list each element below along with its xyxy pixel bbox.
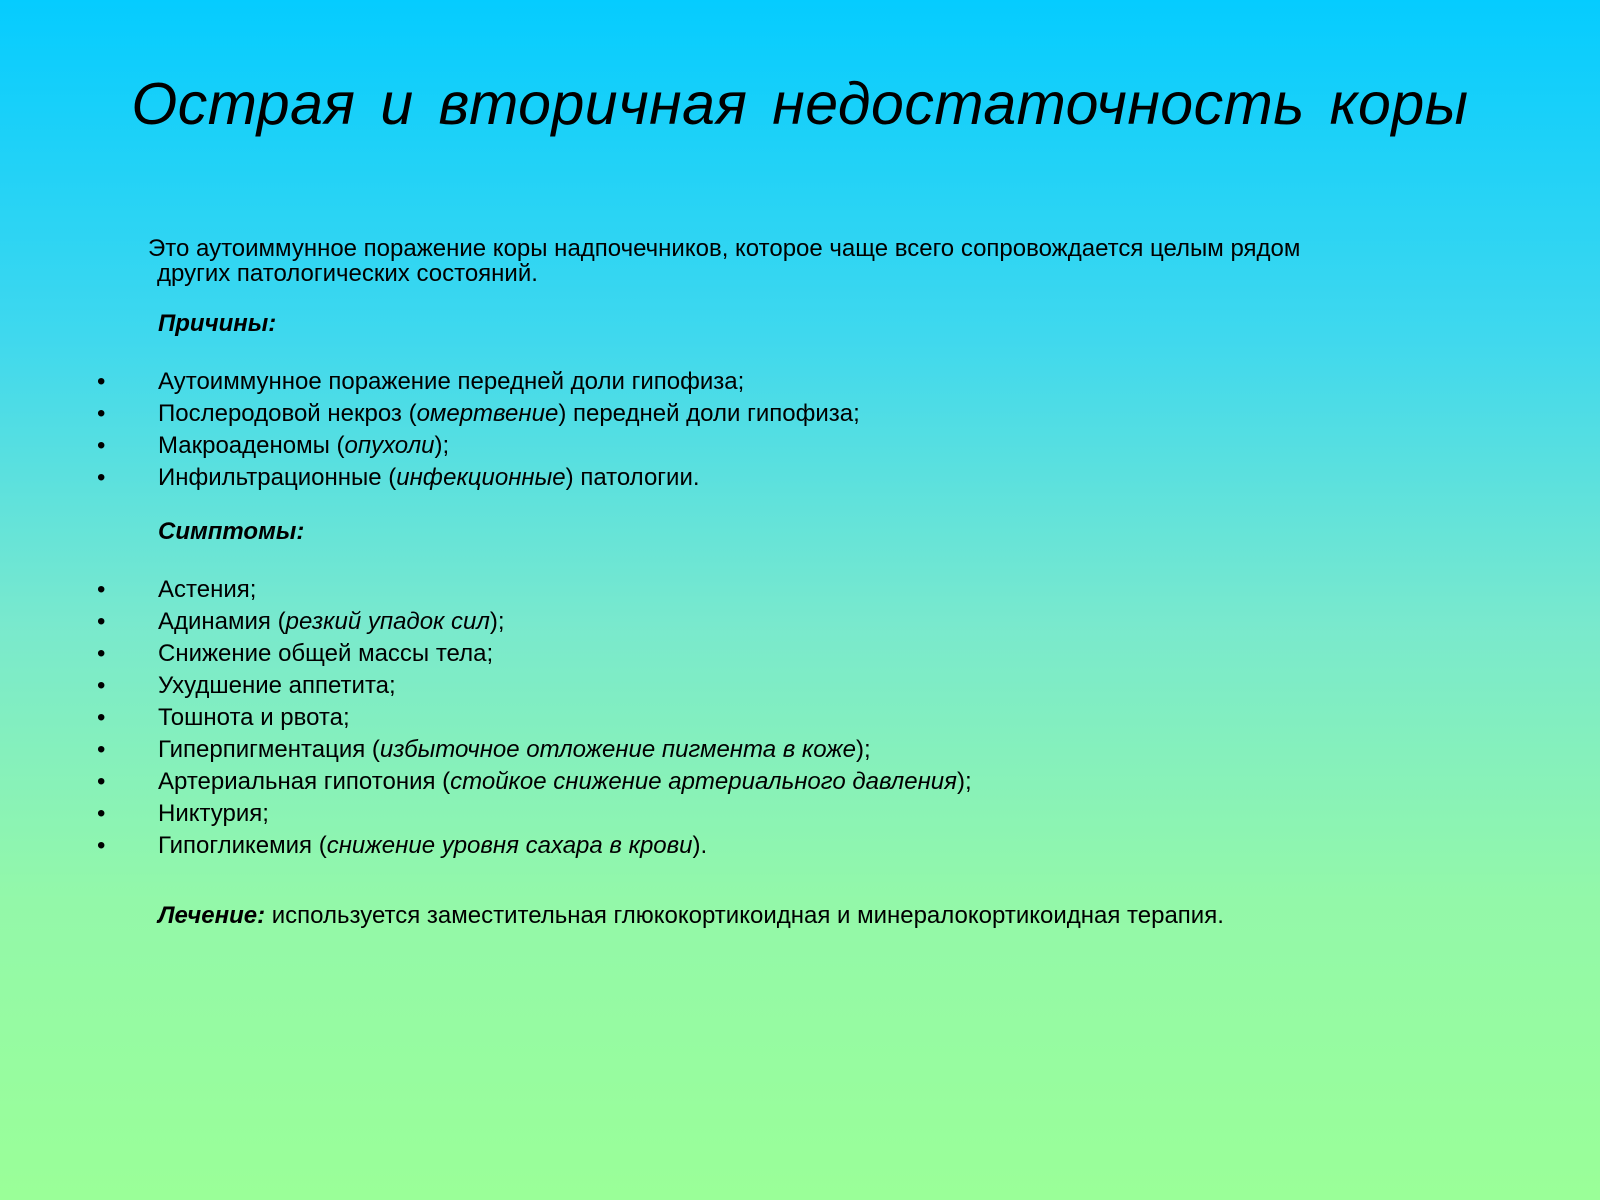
symptom-text: Гиперпигментация (избыточное отложение пигмента в коже); (158, 736, 871, 763)
intro-line-1: Это аутоиммунное поражение коры надпочечников, которое чаще всего сопровождается целым рядом (148, 235, 1301, 262)
bullet-icon: • (97, 464, 106, 491)
intro-paragraph (148, 236, 1448, 286)
cause-text: Послеродовой некроз (омертвение) передней доли гипофиза; (158, 400, 860, 427)
symptoms-heading: Симптомы: (158, 518, 305, 545)
bullet-icon: • (97, 672, 106, 699)
bullet-icon: • (97, 768, 106, 795)
causes-heading: Причины: (158, 310, 277, 337)
bullet-icon: • (97, 640, 106, 667)
slide-title: Острая и вторичная недостаточность коры (131, 71, 1469, 137)
cause-text: Инфильтрационные (инфекционные) патологии. (158, 464, 700, 491)
bullet-icon: • (97, 608, 106, 635)
symptom-text: Астения; (158, 576, 257, 603)
symptom-text: Адинамия (резкий упадок сил); (158, 608, 505, 635)
bullet-icon: • (97, 400, 106, 427)
bullet-icon: • (97, 432, 106, 459)
symptom-text: Гипогликемия (снижение уровня сахара в крови). (158, 832, 708, 859)
symptom-text: Артериальная гипотония (стойкое снижение артериального давления); (158, 768, 972, 795)
symptom-text: Никтурия; (158, 800, 269, 827)
bullet-icon: • (97, 736, 106, 763)
cause-text: Аутоиммунное поражение передней доли гипофиза; (158, 368, 745, 395)
cause-text: Макроаденомы (опухоли); (158, 432, 450, 459)
treatment-text: используется заместительная глюкокортикоидная и минералокортикоидная терапия. (265, 902, 1224, 929)
symptom-text: Ухудшение аппетита; (158, 672, 396, 699)
bullet-icon: • (97, 800, 106, 827)
symptom-text: Тошнота и рвота; (158, 704, 350, 731)
bullet-icon: • (97, 368, 106, 395)
symptom-text: Снижение общей массы тела; (158, 640, 494, 667)
bullet-icon: • (97, 704, 106, 731)
treatment-label: Лечение: (158, 902, 266, 929)
bullet-icon: • (97, 832, 106, 859)
treatment-line (158, 900, 1224, 932)
bullet-icon: • (97, 576, 106, 603)
intro-line-2: других патологических состояний. (157, 260, 538, 287)
